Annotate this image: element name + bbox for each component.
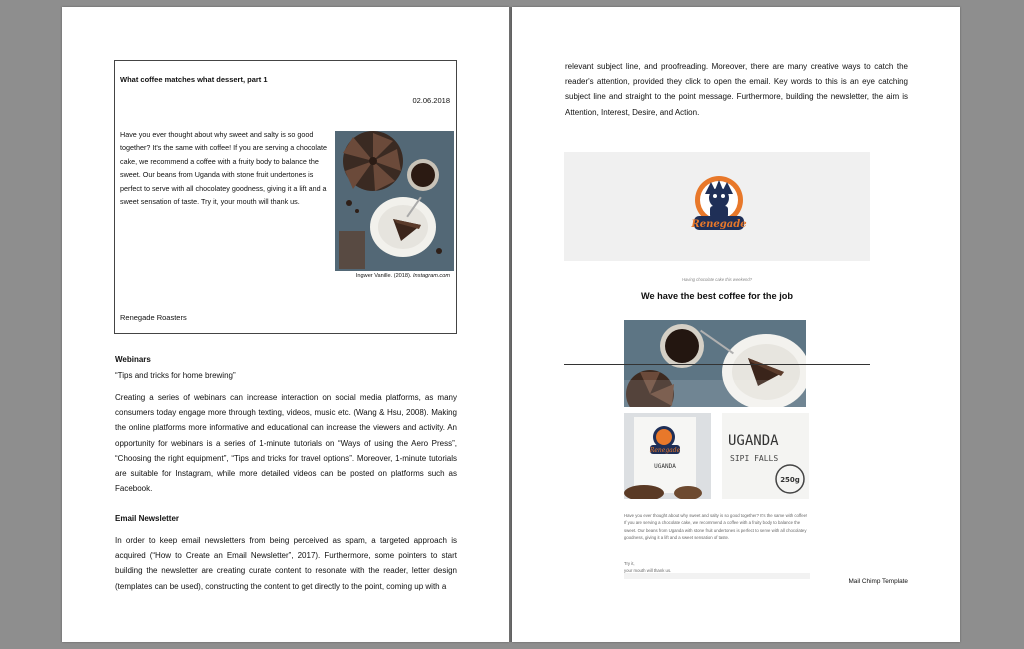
coffee-bag-uganda-photo xyxy=(722,413,809,499)
webinars-heading: Webinars xyxy=(115,355,151,364)
newsletter-paragraph: In order to keep email newsletters from being perceived as spam, a targeted approach is acquired (“How to Create an Email Newsletter”, 2017). Furthermore, some pointers to start building the newsletter are creating curate content to resonate with the reader, letter design (templates can be used), constructing the content to get directly to the point, coming up with a xyxy=(115,536,457,591)
horizontal-rule xyxy=(564,364,870,365)
bag2-sub-text: SIPI FALLS xyxy=(730,454,779,463)
template-signoff-line2: your mouth will thank us. xyxy=(624,568,672,574)
photo-credit-source: Instagram.com xyxy=(413,273,450,279)
template-caption: Mail Chimp Template xyxy=(848,578,908,585)
template-preheader: Having chocolate cake this weekend? xyxy=(681,277,753,282)
template-headline: We have the best coffee for the job xyxy=(641,291,793,301)
blog-signature: Renegade Roasters xyxy=(120,313,187,322)
template-header xyxy=(564,152,870,261)
chocolate-cake-photo xyxy=(335,131,454,271)
template-copy: Have you ever thought about why sweet and salty is so good together? It's the same with coffee! If you are serving a chocolate cake, we recommend a coffee with a fruity body to balance the sweet. Our beans from Uganda with stone fruit undertones is perfect to serve with all chocolatey goodness, giving it a lift and a sweet sensation of taste. xyxy=(624,513,808,541)
bag1-brand-text: Renegade xyxy=(649,447,681,454)
bag2-weight-text: 250g xyxy=(780,476,800,484)
bag1-label-text: UGANDA xyxy=(654,463,676,470)
newsletter-heading: Email Newsletter xyxy=(115,514,180,523)
webinars-subheading: “Tips and tricks for home brewing” xyxy=(115,371,236,380)
coffee-bag-renegade-photo xyxy=(624,413,711,499)
right-page[interactable] xyxy=(512,7,960,642)
renegade-logo-text: Renegade xyxy=(691,219,747,230)
blog-title: What coffee matches what dessert, part 1 xyxy=(120,75,268,84)
template-signoff-line1: Try it, xyxy=(624,561,635,566)
left-page[interactable] xyxy=(62,7,509,642)
photo-credit xyxy=(356,273,450,279)
template-footer xyxy=(624,573,810,579)
blog-date: 02.06.2018 xyxy=(412,96,450,105)
blog-post-box xyxy=(114,60,457,334)
photo-credit-prefix: Ingwer Vanille. (2018). xyxy=(355,273,412,279)
blog-paragraph: Have you ever thought about why sweet and salty is so good together? It's the same with coffee! If you are serving a chocolate cake, we recommend a coffee with a fruity body to balance the sweet. Our beans from Uganda with stone fruit undertones is perfect to serve with all chocolatey goodness, giving it a lift and a sweet sensation of taste. Try it, your mouth will thank us. xyxy=(120,130,327,207)
bag2-label-text: UGANDA xyxy=(728,433,779,449)
webinars-paragraph: Creating a series of webinars can increase interaction on social media platforms, as many consumers today engage more through texting, videos, music etc. (Wang & Hsu, 2008). Making the online platforms more informative and educational can increase the viewers and activity. An opportunity for webinars is a series of 1-minute tutorials on “Ways of using the Aero Press”, “Choosing the right equipment”, “Tips and tricks for travel options”. Moreover, 1-minute tutorials are suitable for Instagram, while more detailed videos can be posted on platforms such as Facebook. xyxy=(115,393,457,494)
continuation-paragraph: relevant subject line, and proofreading. Moreover, there are many creative ways to catch the reader's attention, provided they click to open the email. Key words to this is an eye catching subject line and straight to the point message. Furthermore, building the newsletter, the aim is Attention, Interest, Desire, and Action. xyxy=(565,62,908,117)
renegade-logo xyxy=(686,170,752,242)
